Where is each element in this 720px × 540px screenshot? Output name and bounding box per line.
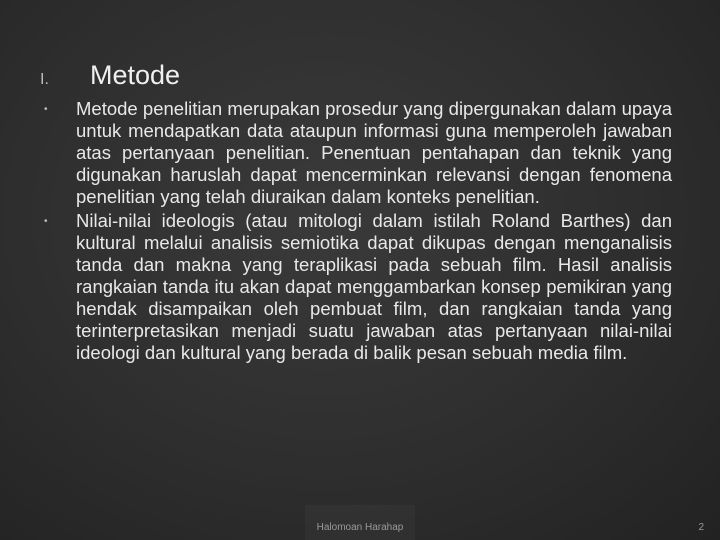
- slide-title: Metode: [90, 60, 181, 90]
- bullet-marker-icon: •: [44, 104, 48, 115]
- bullet-list: [44, 98, 672, 364]
- bullet-marker-icon: •: [44, 216, 48, 227]
- bullet-text: Metode penelitian merupakan prosedur yang dipergunakan dalam upaya untuk mendapatkan data ataupun informasi guna memperoleh jawaban atas pertanyaan penelitian. Penentuan pentahapan dan teknik yang digunakan haruslah dapat mencerminkan relevansi dengan fenomena penelitian yang telah diuraikan dalam konteks penelitian.: [76, 98, 672, 207]
- footer-author: Halomoan Harahap: [316, 522, 404, 533]
- bullet-text: Nilai-nilai ideologis (atau mitologi dalam istilah Roland Barthes) dan kultural melalui analisis semiotika dapat dikupas dengan menganalisis tanda dan makna yang teraplikasi pada sebuah film. Hasil analisis rangkaian tanda itu akan dapat menggambarkan konsep pemikiran yang hendak disampaikan oleh pembuat film, dan rangkaian tanda yang terinterpretasikan menjadi suatu jawaban atas pertanyaan nilai-nilai ideologi dan kultural yang berada di balik pesan sebuah media film.: [76, 210, 672, 363]
- page-number: 2: [698, 522, 704, 533]
- heading-number: I.: [40, 71, 49, 88]
- bullet-item: [44, 98, 672, 208]
- bullet-item: [44, 210, 672, 364]
- slide-heading: [40, 60, 180, 91]
